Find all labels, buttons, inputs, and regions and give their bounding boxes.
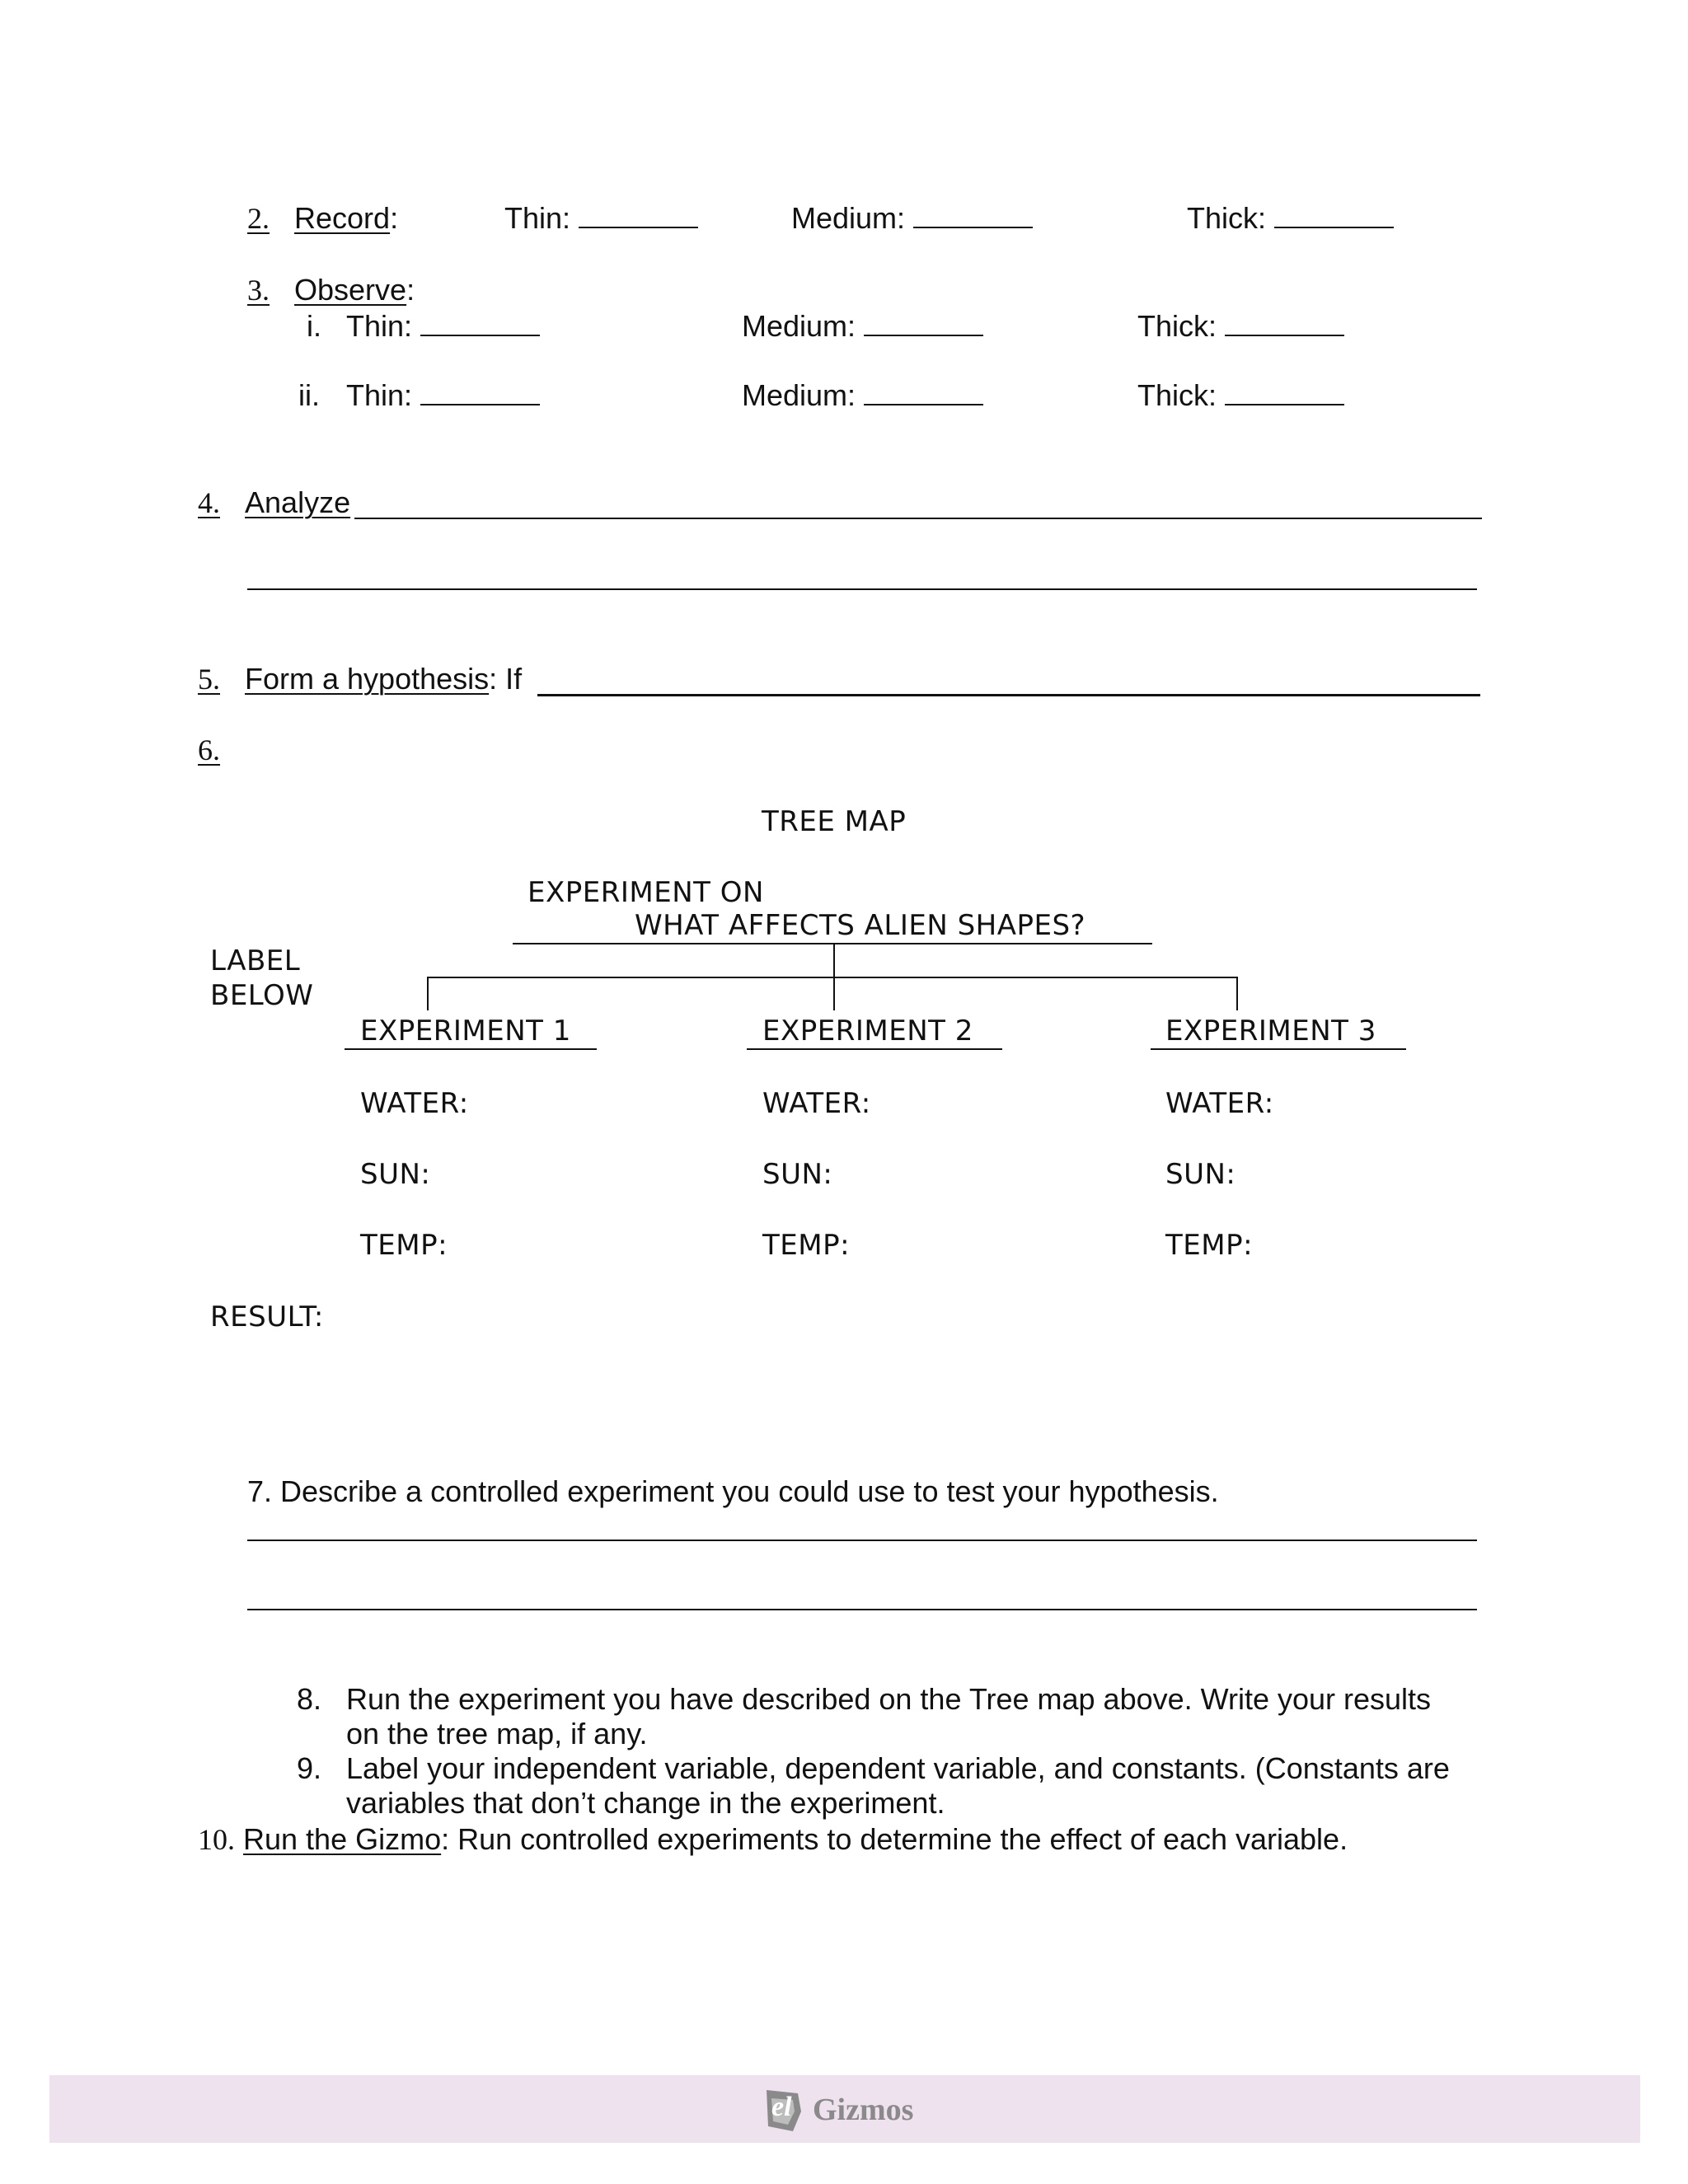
q2-thin-blank[interactable] bbox=[579, 202, 698, 228]
q6-number: 6. bbox=[198, 733, 220, 766]
q3-row-i-thin[interactable] bbox=[346, 308, 540, 344]
experiment-2-title: EXPERIMENT 2 bbox=[762, 1015, 973, 1047]
q5-answer-line[interactable] bbox=[537, 694, 1480, 696]
q7-prompt: 7. Describe a controlled experiment you could use to test your hypothesis. bbox=[247, 1474, 1219, 1508]
q5-title: Form a hypothesis bbox=[245, 662, 490, 696]
footer-band bbox=[49, 2075, 1640, 2143]
experiment-1-underline bbox=[345, 1048, 597, 1050]
experiment-3-title: EXPERIMENT 3 bbox=[1165, 1015, 1376, 1047]
q2-heading bbox=[247, 200, 398, 237]
q3-colon: : bbox=[406, 273, 415, 307]
tree-map-root-underline bbox=[513, 943, 1152, 944]
label-below-line-1: LABEL bbox=[210, 944, 301, 977]
q3-row-i-thick-blank[interactable] bbox=[1225, 310, 1344, 336]
q3-row-i-thick-label: Thick: bbox=[1137, 309, 1217, 343]
tree-map-root-line-1: EXPERIMENT ON bbox=[528, 876, 764, 909]
q3-row-i-thin-label: Thin: bbox=[346, 309, 413, 343]
q9-line-2: variables that don’t change in the experiment. bbox=[346, 1786, 945, 1820]
q3-row-ii-thin[interactable] bbox=[346, 377, 540, 414]
experiment-3-temp[interactable]: TEMP: bbox=[1165, 1229, 1254, 1262]
q2-thick-field[interactable] bbox=[1187, 200, 1394, 237]
q3-row-i-thick[interactable] bbox=[1137, 308, 1344, 344]
q3-row-ii-thick-label: Thick: bbox=[1137, 378, 1217, 412]
tree-connector-branch bbox=[427, 977, 1238, 978]
q2-thick-blank[interactable] bbox=[1274, 202, 1394, 228]
q2-title: Record bbox=[294, 201, 391, 235]
q2-number: 2. bbox=[247, 202, 270, 235]
label-below-line-2: BELOW bbox=[210, 979, 314, 1012]
q9-line-1: Label your independent variable, dependent variable, and constants. (Constants are bbox=[346, 1751, 1450, 1785]
q5-heading bbox=[198, 661, 522, 697]
q2-medium-blank[interactable] bbox=[913, 202, 1033, 228]
q10-title: Run the Gizmo bbox=[243, 1822, 442, 1856]
experiment-3-underline bbox=[1151, 1048, 1406, 1050]
q9-number: 9. bbox=[297, 1751, 322, 1785]
experiment-1-water[interactable]: WATER: bbox=[360, 1087, 469, 1120]
q2-colon: : bbox=[390, 201, 399, 235]
q4-title: Analyze bbox=[245, 485, 351, 519]
q3-row-ii-thin-label: Thin: bbox=[346, 378, 413, 412]
q3-row-ii-medium-label: Medium: bbox=[742, 378, 856, 412]
tree-map-result[interactable]: RESULT: bbox=[210, 1301, 324, 1333]
experiment-1-temp[interactable]: TEMP: bbox=[360, 1229, 448, 1262]
q2-medium-field[interactable] bbox=[791, 200, 1033, 237]
q3-row-ii-thick-blank[interactable] bbox=[1225, 379, 1344, 405]
tree-connector-right bbox=[1236, 977, 1238, 1010]
q3-row-ii-thick[interactable] bbox=[1137, 377, 1344, 414]
q10-number: 10. bbox=[198, 1823, 235, 1856]
q8-line-1: Run the experiment you have described on the Tree map above. Write your results bbox=[346, 1682, 1432, 1716]
q3-row-i-numeral: i. bbox=[307, 309, 321, 343]
experiment-2-temp[interactable]: TEMP: bbox=[762, 1229, 851, 1262]
q4-heading bbox=[198, 485, 350, 521]
q2-medium-label: Medium: bbox=[791, 201, 906, 235]
q8-line-2: on the tree map, if any. bbox=[346, 1717, 648, 1750]
experiment-2-underline bbox=[747, 1048, 1002, 1050]
q4-number: 4. bbox=[198, 486, 220, 519]
gizmos-logo bbox=[760, 2087, 925, 2133]
q3-row-i-medium[interactable] bbox=[742, 308, 983, 344]
q7-answer-line-2[interactable] bbox=[247, 1609, 1477, 1610]
tree-connector-left bbox=[427, 977, 429, 1010]
q10-line bbox=[198, 1821, 1348, 1858]
q3-title: Observe bbox=[294, 273, 407, 307]
experiment-2-water[interactable]: WATER: bbox=[762, 1087, 871, 1120]
q3-row-ii-thin-blank[interactable] bbox=[420, 379, 540, 405]
tree-map-title: TREE MAP bbox=[762, 805, 907, 838]
q4-answer-line-2[interactable] bbox=[247, 588, 1477, 590]
q3-row-i-medium-label: Medium: bbox=[742, 309, 856, 343]
experiment-1-sun[interactable]: SUN: bbox=[360, 1158, 431, 1191]
q3-row-ii-medium[interactable] bbox=[742, 377, 983, 414]
q4-answer-line-1[interactable] bbox=[354, 518, 1482, 519]
experiment-1-title: EXPERIMENT 1 bbox=[360, 1015, 571, 1047]
q3-row-ii-medium-blank[interactable] bbox=[864, 379, 983, 405]
q5-number: 5. bbox=[198, 663, 220, 696]
q2-thin-label: Thin: bbox=[504, 201, 571, 235]
tree-map-root-line-2: WHAT AFFECTS ALIEN SHAPES? bbox=[635, 909, 1086, 942]
q3-heading bbox=[247, 272, 415, 308]
q3-number: 3. bbox=[247, 274, 270, 307]
q3-row-ii-numeral: ii. bbox=[298, 378, 320, 412]
q2-thick-label: Thick: bbox=[1187, 201, 1267, 235]
q2-thin-field[interactable] bbox=[504, 200, 698, 237]
q8-number: 8. bbox=[297, 1682, 322, 1716]
experiment-2-sun[interactable]: SUN: bbox=[762, 1158, 833, 1191]
q3-row-i-thin-blank[interactable] bbox=[420, 310, 540, 336]
gizmos-logo-mark: el bbox=[771, 2092, 792, 2122]
experiment-3-water[interactable]: WATER: bbox=[1165, 1087, 1274, 1120]
q10-text: : Run controlled experiments to determine the effect of each variable. bbox=[441, 1822, 1348, 1856]
q7-answer-line-1[interactable] bbox=[247, 1540, 1477, 1541]
experiment-3-sun[interactable]: SUN: bbox=[1165, 1158, 1236, 1191]
q3-row-i-medium-blank[interactable] bbox=[864, 310, 983, 336]
q5-suffix: : If bbox=[489, 662, 523, 696]
gizmos-logo-text: Gizmos bbox=[813, 2093, 914, 2127]
